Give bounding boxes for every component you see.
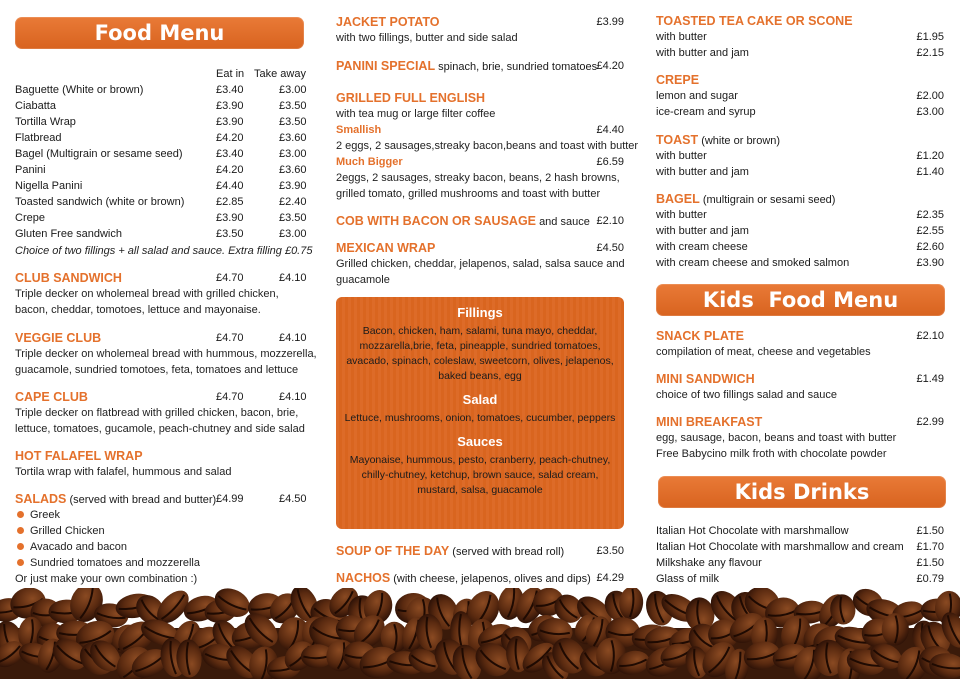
mini-breakfast-desc-2: Free Babycino milk froth with chocolate powder <box>656 448 887 460</box>
eat-in-price: £3.40 <box>216 148 244 160</box>
teacake-name: TOASTED TEA CAKE OR SCONE <box>656 14 853 28</box>
fillings-line-3: avacado, spinach, coleslaw, sweetcorn, olives, jelapenos, <box>346 355 614 367</box>
salad-option: Greek <box>15 507 307 523</box>
panini-special-price: £4.20 <box>596 60 624 72</box>
salad-line-1: Lettuce, mushrooms, onion, tomatoes, cucumber, peppers <box>344 412 616 424</box>
food-item-row <box>15 226 307 242</box>
eat-in-price: £3.90 <box>216 116 244 128</box>
toast-option-row <box>656 164 944 180</box>
option-price: £2.55 <box>916 225 944 237</box>
drink-label: Glass of milk <box>656 573 719 585</box>
crepe-option-row <box>656 88 944 104</box>
cape-club-name: CAPE CLUB <box>15 390 88 404</box>
food-item-name: Crepe <box>15 212 45 224</box>
cape-desc-1: Triple decker on flatbread with grilled chicken, bacon, brie, <box>15 407 299 419</box>
veggie-eat-in-price: £4.70 <box>216 332 244 344</box>
mexican-wrap-price: £4.50 <box>596 242 624 254</box>
teacake-section <box>656 13 944 61</box>
take-away-price: £3.60 <box>279 132 307 144</box>
kids-drinks-title: Kids Drinks <box>734 480 870 504</box>
salads-own: Or just make your own combination :) <box>15 573 198 585</box>
mexican-wrap-desc-1: Grilled chicken, cheddar, jelapenos, salad, salsa sauce and <box>336 258 625 270</box>
falafel-section <box>15 448 307 480</box>
food-menu-title: Food Menu <box>94 21 225 45</box>
soup-price: £3.50 <box>596 545 624 557</box>
cob-name: COB WITH BACON OR SAUSAGE <box>336 214 536 228</box>
club-eat-in-price: £4.70 <box>216 272 244 284</box>
cob-section <box>336 213 626 229</box>
mini-sandwich-price: £1.49 <box>916 373 944 385</box>
food-item-name: Bagel (Multigrain or sesame seed) <box>15 148 183 160</box>
crepe-option-row <box>656 104 944 120</box>
nachos-section <box>336 570 626 586</box>
coffee-beans-decoration <box>0 588 960 679</box>
toast-options <box>656 148 944 180</box>
jacket-potato-desc: with two fillings, butter and side salad <box>336 32 518 44</box>
bagel-option-row <box>656 207 944 223</box>
option-label: with butter <box>656 150 707 162</box>
drink-row <box>656 555 944 571</box>
bullet-icon <box>17 559 24 566</box>
take-away-price: £3.50 <box>279 100 307 112</box>
soup-desc: (served with bread roll) <box>452 546 565 558</box>
food-item-name: Flatbread <box>15 132 62 144</box>
salads-name: SALADS <box>15 492 67 506</box>
bullet-icon <box>17 511 24 518</box>
food-item-name: Toasted sandwich (white or brown) <box>15 196 185 208</box>
mini-sandwich-section <box>656 371 944 403</box>
food-item-name: Gluten Free sandwich <box>15 228 122 240</box>
kids-food-banner <box>656 284 945 316</box>
toast-section <box>656 132 944 180</box>
smallish-price: £4.40 <box>596 124 624 136</box>
option-label: lemon and sugar <box>656 90 738 102</box>
club-desc-2: bacon, cheddar, tomotoes, lettuce and mayonaise. <box>15 304 261 316</box>
salad-option: Avacado and bacon <box>15 539 307 555</box>
salads-note: (served with bread and butter) <box>69 494 217 506</box>
snack-plate-desc: compilation of meat, cheese and vegetables <box>656 346 871 358</box>
eat-in-price: £4.20 <box>216 164 244 176</box>
food-item-row <box>15 114 307 130</box>
teacake-option-row <box>656 29 944 45</box>
salad-heading: Salad <box>462 392 498 407</box>
food-item-name: Tortilla Wrap <box>15 116 76 128</box>
option-label: with butter <box>656 31 707 43</box>
jacket-potato-price: £3.99 <box>596 16 624 28</box>
sauces-line-3: mustard, salsa, guacamole <box>417 484 543 496</box>
drink-price: £1.50 <box>916 525 944 537</box>
drink-row <box>656 523 944 539</box>
food-item-row <box>15 130 307 146</box>
option-label: with butter and jam <box>656 166 749 178</box>
price-column-headers <box>15 66 307 82</box>
option-price: £2.15 <box>916 47 944 59</box>
food-item-row <box>15 146 307 162</box>
eat-in-price: £4.20 <box>216 132 244 144</box>
bagel-section <box>656 191 944 271</box>
sauces-heading: Sauces <box>457 434 503 449</box>
bullet-icon <box>17 543 24 550</box>
eat-in-price: £3.40 <box>216 84 244 96</box>
option-label: with butter and jam <box>656 225 749 237</box>
falafel-name: HOT FALAFEL WRAP <box>15 449 143 463</box>
eat-in-price: £3.50 <box>216 228 244 240</box>
take-away-price: £3.00 <box>279 84 307 96</box>
option-price: £1.20 <box>916 150 944 162</box>
snack-plate-section <box>656 328 944 360</box>
salads-take-away-price: £4.50 <box>279 493 307 505</box>
fillings-box <box>336 297 624 529</box>
salad-option: Grilled Chicken <box>15 523 307 539</box>
mini-sandwich-desc: choice of two fillings salad and sauce <box>656 389 837 401</box>
option-label: with cream cheese <box>656 241 748 253</box>
option-label: with butter <box>656 209 707 221</box>
option-label: with cream cheese and smoked salmon <box>656 257 850 269</box>
cape-desc-2: lettuce, tomatoes, gucamole, peach-chutney and side salad <box>15 423 305 435</box>
food-item-row <box>15 98 307 114</box>
grilled-english-name: GRILLED FULL ENGLISH <box>336 91 486 105</box>
toast-name: TOAST <box>656 133 699 147</box>
smallish-label: Smallish <box>336 124 382 136</box>
eat-in-price: £4.40 <box>216 180 244 192</box>
kids-drinks-banner <box>658 476 946 508</box>
teacake-options <box>656 29 944 61</box>
mini-breakfast-desc-1: egg, sausage, bacon, beans and toast with butter <box>656 432 897 444</box>
cob-price: £2.10 <box>596 215 624 227</box>
club-sandwich-section <box>15 270 307 318</box>
salads-eat-in-price: £4.99 <box>216 493 244 505</box>
food-item-row <box>15 178 307 194</box>
take-away-price: £2.40 <box>279 196 307 208</box>
drink-label: Italian Hot Chocolate with marshmallow <box>656 525 849 537</box>
bagel-note: (multigrain or sesami seed) <box>702 194 836 206</box>
bagel-option-row <box>656 239 944 255</box>
option-price: £2.35 <box>916 209 944 221</box>
mini-sandwich-name: MINI SANDWICH <box>656 372 755 386</box>
veggie-desc-1: Triple decker on wholemeal bread with hummous, mozzerella, <box>15 348 317 360</box>
option-price: £2.60 <box>916 241 944 253</box>
food-item-row <box>15 210 307 226</box>
panini-special-section <box>336 58 626 74</box>
food-menu-banner <box>15 17 304 49</box>
food-item-row <box>15 82 307 98</box>
salad-options <box>15 507 307 571</box>
crepe-section <box>656 72 944 120</box>
fillings-line-1: Bacon, chicken, ham, salami, tuna mayo, cheddar, <box>362 325 598 337</box>
bagel-option-row <box>656 255 944 271</box>
sauces-line-1: Mayonaise, hummous, pesto, cranberry, peach-chutney, <box>349 454 611 466</box>
nachos-price: £4.29 <box>596 572 624 584</box>
sauces-line-2: chilly-chutney, ketchup, brown sauce, salad cream, <box>361 469 599 481</box>
mexican-wrap-desc-2: guacamole <box>336 274 390 286</box>
cob-desc: and sauce <box>539 216 590 228</box>
snack-plate-name: SNACK PLATE <box>656 329 744 343</box>
mini-breakfast-price: £2.99 <box>916 416 944 428</box>
option-price: £3.00 <box>916 106 944 118</box>
take-away-price: £3.90 <box>279 180 307 192</box>
teacake-option-row <box>656 45 944 61</box>
take-away-price: £3.60 <box>279 164 307 176</box>
drink-label: Milkshake any flavour <box>656 557 762 569</box>
club-sandwich-name: CLUB SANDWICH <box>15 271 122 285</box>
fillings-line-4: baked beans, egg <box>438 370 522 382</box>
salad-option: Sundried tomatoes and mozzerella <box>15 555 307 571</box>
fillings-note: Choice of two fillings + all salad and sauce. Extra filling £0.75 <box>15 245 313 257</box>
mexican-wrap-name: MEXICAN WRAP <box>336 241 436 255</box>
soup-name: SOUP OF THE DAY <box>336 544 450 558</box>
club-desc-1: Triple decker on wholemeal bread with grilled chicken, <box>15 288 279 300</box>
option-price: £1.95 <box>916 31 944 43</box>
bagel-option-row <box>656 223 944 239</box>
take-away-price: £3.50 <box>279 116 307 128</box>
bagel-options <box>656 207 944 271</box>
drink-label: Italian Hot Chocolate with marshmallow and cream <box>656 541 904 553</box>
smallish-desc: 2 eggs, 2 sausages,streaky bacon,beans and toast with butter <box>336 140 639 152</box>
cape-club-section <box>15 389 307 437</box>
option-price: £3.90 <box>916 257 944 269</box>
option-price: £2.00 <box>916 90 944 102</box>
food-item-list <box>15 82 307 242</box>
nachos-name: NACHOS <box>336 571 391 585</box>
cape-take-away-price: £4.10 <box>279 391 307 403</box>
take-away-price: £3.00 <box>279 148 307 160</box>
food-item-name: Baguette (White or brown) <box>15 84 144 96</box>
crepe-name: CREPE <box>656 73 700 87</box>
salads-section <box>15 491 307 587</box>
veggie-take-away-price: £4.10 <box>279 332 307 344</box>
food-item-row <box>15 162 307 178</box>
club-take-away-price: £4.10 <box>279 272 307 284</box>
kids-food-title: Kids Food Menu <box>702 288 899 312</box>
drink-row <box>656 539 944 555</box>
panini-special-desc: spinach, brie, sundried tomatoes <box>438 61 598 73</box>
nachos-desc: (with cheese, jelapenos, olives and dips) <box>393 573 591 585</box>
option-label: with butter and jam <box>656 47 749 59</box>
veggie-desc-2: guacamole, sundried tomotoes, feta, tomatoes and lettuce <box>15 364 299 376</box>
mexican-wrap-section <box>336 240 626 288</box>
much-bigger-label: Much Bigger <box>336 156 403 168</box>
eat-in-price: £3.90 <box>216 100 244 112</box>
food-item-name: Ciabatta <box>15 100 56 112</box>
grilled-english-section <box>336 90 639 202</box>
much-bigger-price: £6.59 <box>596 156 624 168</box>
mini-breakfast-section <box>656 414 944 462</box>
much-bigger-desc-1: 2eggs, 2 sausages, streaky bacon, beans, 2 hash browns, <box>336 172 620 184</box>
much-bigger-desc-2: grilled tomato, grilled mushrooms and toast with butter <box>336 188 601 200</box>
falafel-desc: Tortila wrap with falafel, hummous and salad <box>15 466 232 478</box>
soup-section <box>336 543 626 559</box>
bagel-name: BAGEL <box>656 192 700 206</box>
toast-option-row <box>656 148 944 164</box>
drink-row <box>656 571 944 587</box>
drink-price: £1.50 <box>916 557 944 569</box>
take-away-price: £3.00 <box>279 228 307 240</box>
jacket-potato-section <box>336 14 626 46</box>
eat-in-price: £2.85 <box>216 196 244 208</box>
take-away-header: Take away <box>254 68 306 80</box>
toast-note: (white or brown) <box>701 135 781 147</box>
veggie-club-name: VEGGIE CLUB <box>15 331 102 345</box>
grilled-english-desc: with tea mug or large filter coffee <box>336 108 496 120</box>
fillings-line-2: mozzarella,brie, feta, pineapple, sundried tomatoes, <box>359 340 601 352</box>
kids-drinks-list <box>656 523 944 587</box>
option-price: £1.40 <box>916 166 944 178</box>
mini-breakfast-name: MINI BREAKFAST <box>656 415 763 429</box>
eat-in-price: £3.90 <box>216 212 244 224</box>
bullet-icon <box>17 527 24 534</box>
crepe-options <box>656 88 944 120</box>
food-item-name: Panini <box>15 164 46 176</box>
jacket-potato-name: JACKET POTATO <box>336 15 440 29</box>
snack-plate-price: £2.10 <box>916 330 944 342</box>
fillings-heading: Fillings <box>457 305 503 320</box>
drink-price: £1.70 <box>916 541 944 553</box>
cape-eat-in-price: £4.70 <box>216 391 244 403</box>
panini-special-name: PANINI SPECIAL <box>336 59 436 73</box>
drink-price: £0.79 <box>916 573 944 585</box>
take-away-price: £3.50 <box>279 212 307 224</box>
eat-in-header: Eat in <box>216 68 245 80</box>
food-item-name: Nigella Panini <box>15 180 83 192</box>
food-item-row <box>15 194 307 210</box>
veggie-club-section <box>15 330 317 378</box>
option-label: ice-cream and syrup <box>656 106 756 118</box>
